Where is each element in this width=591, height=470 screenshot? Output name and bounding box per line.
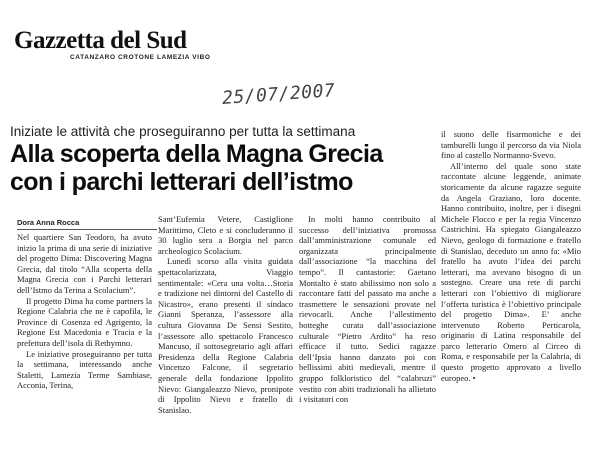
paragraph: Le iniziative proseguiranno per tutta la settimana, interessando anche Staletti, Lamezia Terme Sambiase, Acconia, Terina, (17, 348, 152, 391)
paragraph: Sant’Eufemia Vetere, Castiglione Marittimo, Cleto e si concluderanno il 30 luglio sera a Borgia nel parco archeologico Scolacium. (158, 214, 293, 256)
article-column-1 (17, 232, 152, 468)
byline-divider (17, 229, 157, 230)
paragraph: Lunedì scorso alla visita guidata spettacolarizzata, Viaggio sentimentale: «Cera una volta…Storia e tradizione nei dintorni del Castello di Nicastro», erano presenti il sindaco Gianni Speranza, l’assessore alla cultura Giovanna De Sensi Sestito, l’assessore allo spettacolo Francesco Mancuso, il sottosegretario agli affari Presidenza della Regione Calabria Vincenzo Falcone, il segretario generale della fondazione Ippolito Nievo: Giangaleazzo Nievo, pronipote di Ippolito Nievo e fratello di Stanislao. (158, 256, 293, 415)
handwritten-date: 25/07/2007 (221, 80, 336, 109)
paragraph: In molti hanno contribuito al successo dell’iniziativa promossa dall’amministrazione comunale ed organizzata principalmente dall’associazione “la macchina del tempo”. Il cantastorie: Gaetano Montalto è stato abilissimo non solo a raccontare fatti del passato ma anche a trasmettere le sensazioni provate nel rievocarli. Anche l’allestimento botteghe curata dall’associazione culturale “Pietro Ardito” ha reso efficace il tutto. Sedici ragazze dell’Ipsia hanno danzato poi con bellissimi abiti medievali, mentre il gruppo folkloristico del “calabruzi” vestito con abiti tradizionali ha allietato i visitatori con (299, 214, 436, 405)
headline-line-1: Alla scoperta della Magna Grecia (10, 140, 383, 168)
byline: Dora Anna Rocca (17, 218, 80, 227)
edition-line: CATANZARO CROTONE LAMEZIA VIBO (70, 54, 211, 61)
paragraph: Il progetto Dima ha come partners la Regione Calabria che ne è capofila, le Province di Cosenza ed Agrigento, la Regione Est Macedonia e Tracia e la prefettura dell’isola di Rethymno. (17, 295, 152, 348)
paragraph: Nel quartiere San Teodoro, ha avuto inizio la prima di una serie di iniziative del progetto Dima: Discovering Magna Grecia, dal titolo “Alla scoperta della Magna Grecia con i Parchi letterari dell’Istmo da Terina a Scolacium”. (17, 232, 152, 295)
paragraph: All’interno del quale sono state raccontate alcune leggende, animate storicamente da alcune ragazze seguite da Angela Graziano, loro docente. Hanno contribuito, inoltre, per i disegni Michele Flocco e per la regia Vincenzo Castrichini. Ha spiegato Giangaleazzo Nievo, geologo di formazione e fratello di Stanislao, deceduto un anno fa: «Mio fratello ha avuto l’idea dei parchi letterari, ma avevano bisogno di un sostegno. Creare una rete di parchi letterari con l’obiettivo di migliorare l’offerta turistica è l’obiettivo principale del progetto Dima». E’ anche intervenuto Roberto Perticarola, originario di Latina responsabile del parco letterario Omero al Circeo di Roma, e responsabile per la Calabria, di questo progetto approvato a livello europeo. • (441, 160, 581, 383)
headline-block (10, 124, 410, 196)
headline-line-2: con i parchi letterari dell’istmo (10, 168, 353, 196)
article-column-2 (158, 214, 293, 468)
paragraph: il suono delle fisarmoniche e dei tamburelli lungo il percorso da via Niola fino al castello Normanno-Svevo. (441, 129, 581, 161)
newspaper-title: Gazzetta del Sud (14, 27, 187, 54)
masthead (14, 28, 211, 61)
article-column-3 (299, 214, 436, 468)
kicker: Iniziate le attività che proseguiranno per tutta la settimana (10, 124, 356, 139)
article-column-4 (441, 129, 581, 468)
